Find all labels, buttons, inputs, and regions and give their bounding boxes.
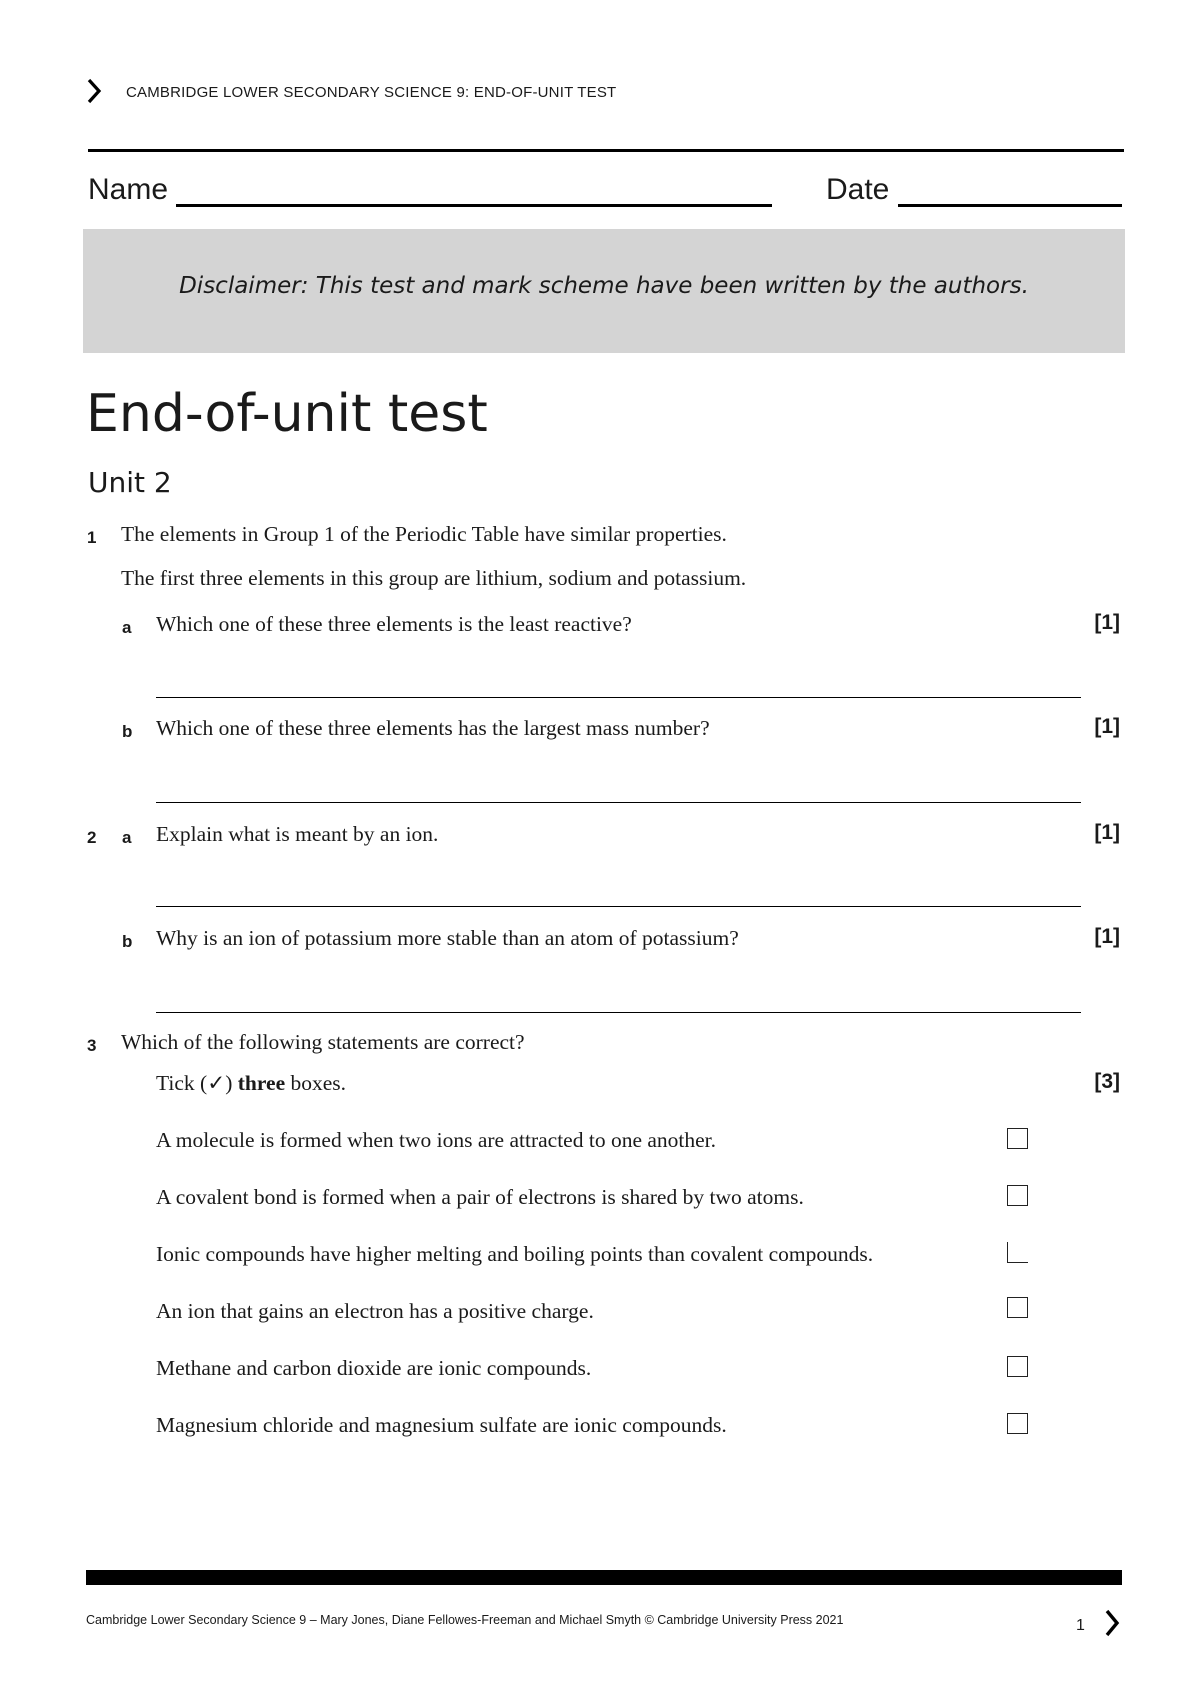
question-stem: The first three elements in this group are lithium, sodium and potassium. [121, 566, 747, 590]
date-label: Date [826, 173, 890, 206]
part-label: a [122, 828, 132, 847]
question-text: Which one of these three elements is the least reactive? [156, 612, 632, 636]
part-label: a [122, 618, 132, 637]
part-label: b [122, 722, 133, 741]
marks: [3] [1094, 1070, 1120, 1093]
name-field[interactable] [176, 204, 772, 207]
chevron-right-icon [86, 78, 102, 104]
tick-instruction: Tick (✓) three boxes. [156, 1071, 347, 1095]
running-header: CAMBRIDGE LOWER SECONDARY SCIENCE 9: END-OF-UNIT TEST [126, 84, 617, 101]
statement-text: Magnesium chloride and magnesium sulfate are ionic compounds. [156, 1413, 727, 1437]
marks: [1] [1094, 611, 1120, 634]
tick-checkbox[interactable] [1007, 1297, 1028, 1318]
tick-checkbox[interactable] [1007, 1242, 1028, 1263]
statement-text: Methane and carbon dioxide are ionic compounds. [156, 1356, 592, 1380]
tick-checkbox[interactable] [1007, 1413, 1028, 1434]
tick-symbol-icon: ✓ [207, 1071, 226, 1095]
answer-line[interactable] [156, 802, 1081, 803]
question-stem: Which of the following statements are correct? [121, 1030, 525, 1054]
question-stem: The elements in Group 1 of the Periodic Table have similar properties. [121, 522, 727, 546]
statement-text: An ion that gains an electron has a positive charge. [156, 1299, 594, 1323]
question-text: Why is an ion of potassium more stable than an atom of potassium? [156, 926, 739, 950]
footer-credit: Cambridge Lower Secondary Science 9 – Mary Jones, Diane Fellowes-Freeman and Michael Smyth © Cambridge University Press 2021 [86, 1613, 844, 1627]
question-number: 3 [87, 1036, 97, 1055]
tick-checkbox[interactable] [1007, 1128, 1028, 1149]
date-field[interactable] [898, 204, 1122, 207]
tick-checkbox[interactable] [1007, 1356, 1028, 1377]
statement-text: A covalent bond is formed when a pair of electrons is shared by two atoms. [156, 1185, 804, 1209]
marks: [1] [1094, 715, 1120, 738]
question-number: 1 [87, 528, 97, 547]
answer-line[interactable] [156, 1012, 1081, 1013]
marks: [1] [1094, 821, 1120, 844]
answer-line[interactable] [156, 906, 1081, 907]
unit-title: Unit 2 [88, 466, 172, 499]
page-number: 1 [1076, 1617, 1085, 1634]
statement-text: A molecule is formed when two ions are attracted to one another. [156, 1128, 717, 1152]
marks: [1] [1094, 925, 1120, 948]
answer-line[interactable] [156, 697, 1081, 698]
disclaimer-text: Disclaimer: This test and mark scheme have been written by the authors. [179, 273, 1029, 299]
statement-text: Ionic compounds have higher melting and boiling points than covalent compounds. [156, 1242, 874, 1266]
question-text: Which one of these three elements has the largest mass number? [156, 716, 710, 740]
part-label: b [122, 932, 133, 951]
chevron-right-icon[interactable] [1104, 1609, 1120, 1637]
question-number: 2 [87, 828, 97, 847]
footer-bar [86, 1570, 1122, 1585]
page-title: End-of-unit test [86, 384, 488, 444]
disclaimer-box [83, 229, 1125, 353]
name-label: Name [88, 173, 169, 206]
tick-checkbox[interactable] [1007, 1185, 1028, 1206]
header-rule [88, 149, 1124, 152]
question-text: Explain what is meant by an ion. [156, 822, 439, 846]
